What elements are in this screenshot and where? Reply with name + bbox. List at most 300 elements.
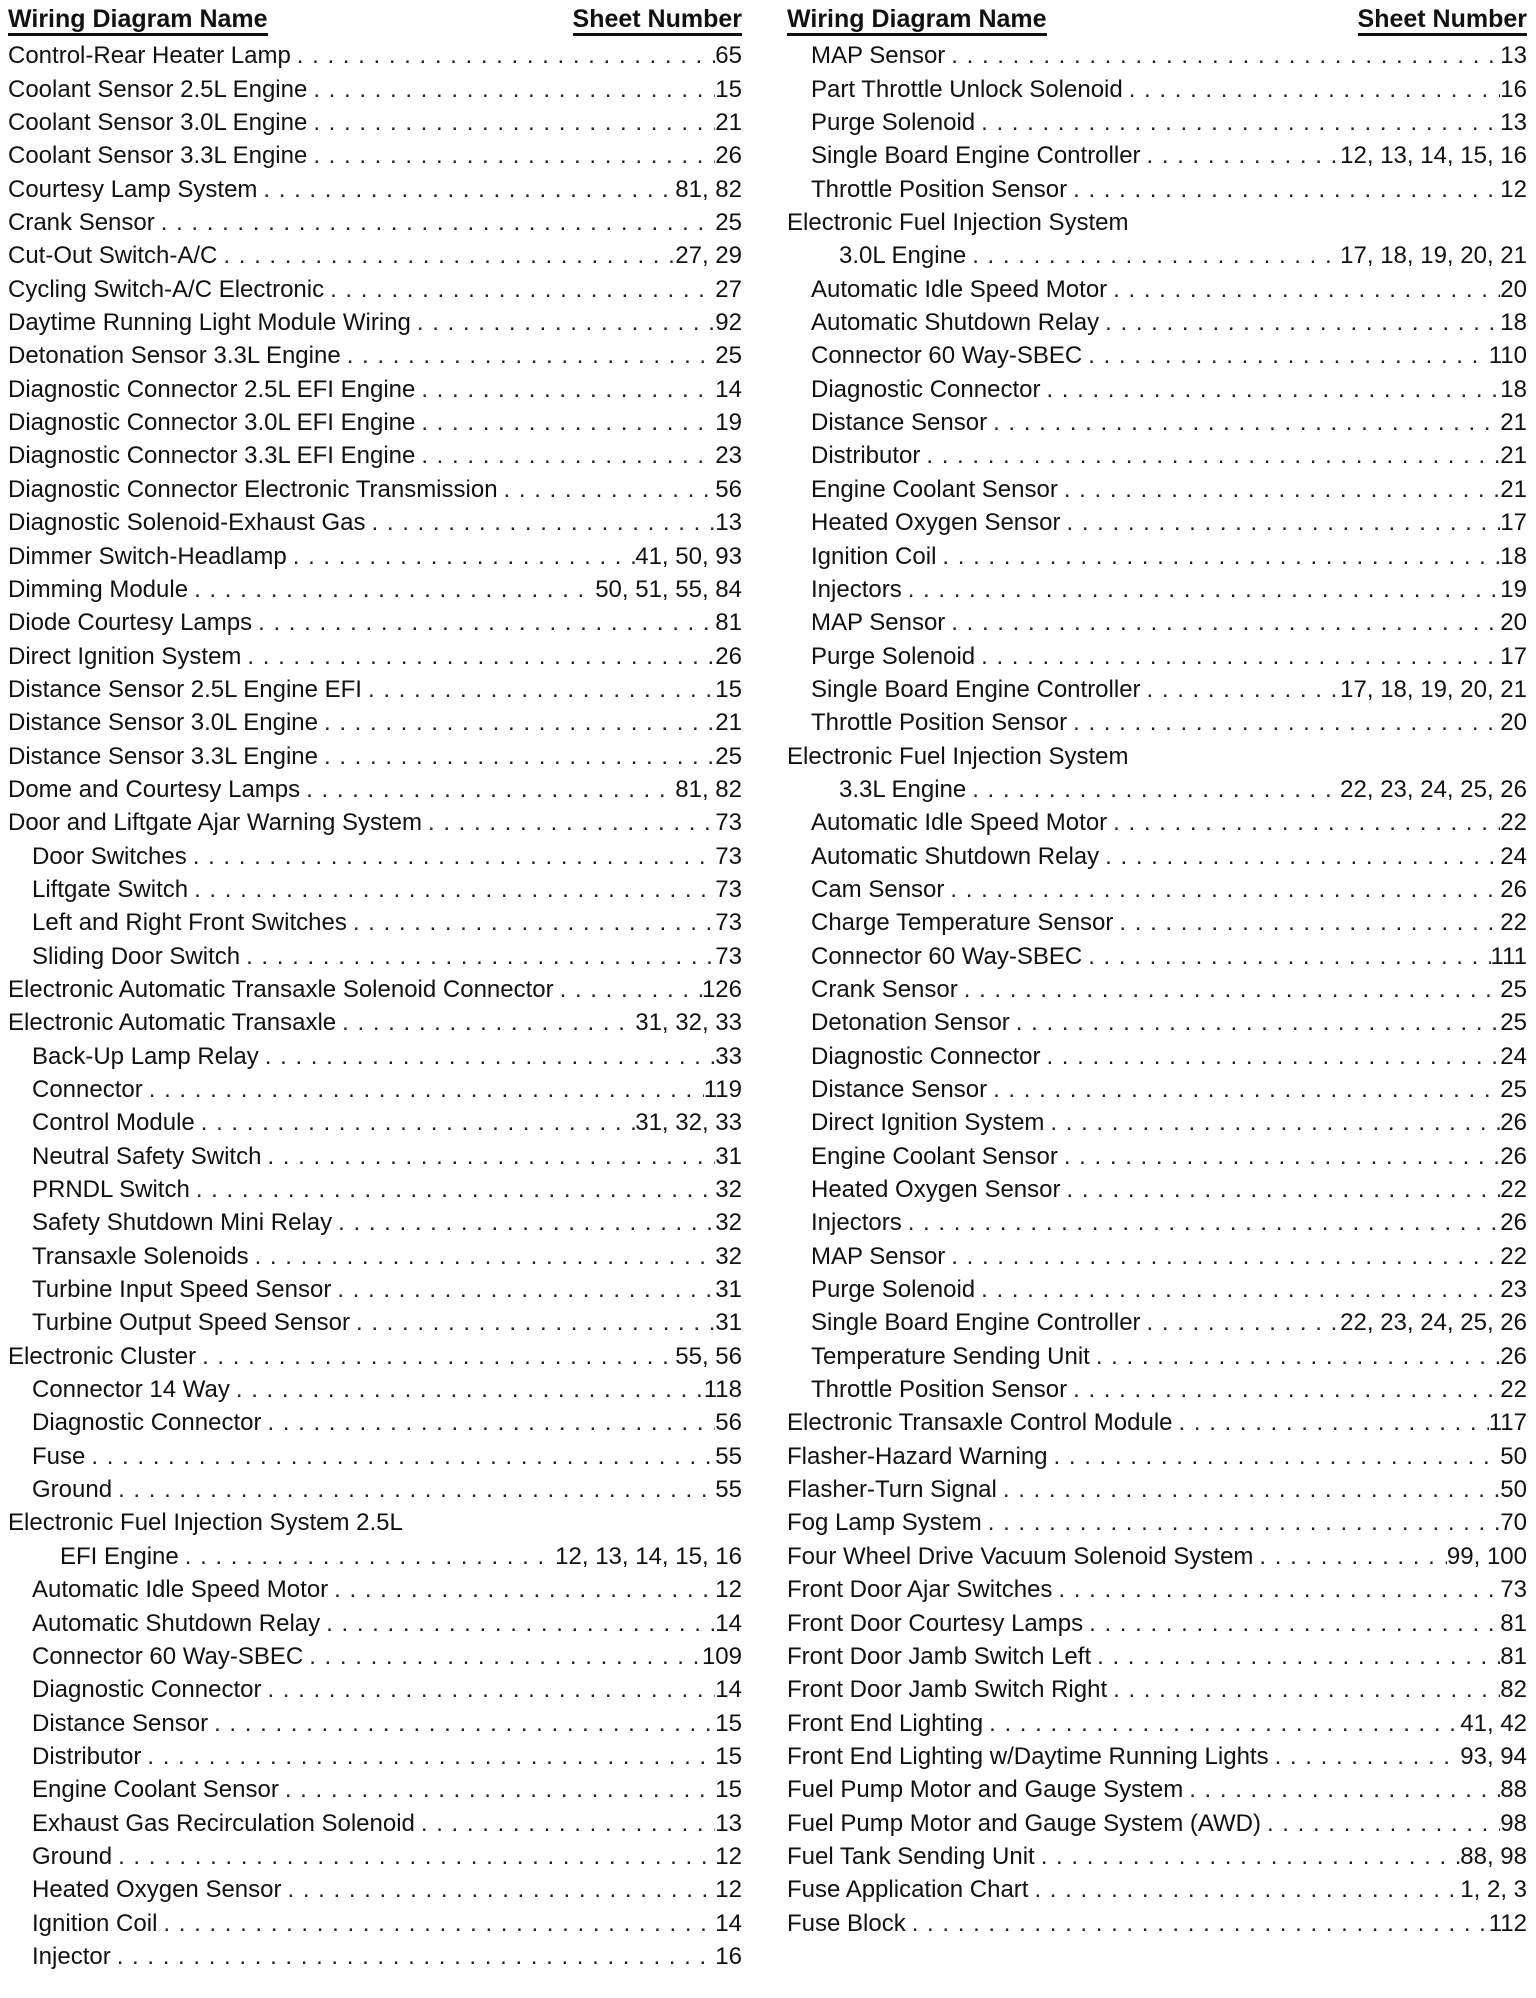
entry-sheet-number: 21 — [715, 709, 742, 737]
dot-leader — [1113, 1676, 1500, 1703]
index-entry — [8, 1303, 742, 1336]
dot-leader — [196, 1176, 715, 1203]
dot-leader — [560, 976, 702, 1003]
entry-name: Diagnostic Solenoid-Exhaust Gas — [8, 509, 366, 537]
entry-name: Electronic Fuel Injection System 2.5L — [8, 1509, 403, 1537]
entry-name: Back-Up Lamp Relay — [32, 1042, 259, 1070]
entry-name: Neutral Safety Switch — [32, 1142, 262, 1170]
index-entry — [787, 503, 1527, 536]
index-entry — [787, 1837, 1527, 1870]
entry-sheet-number: 22 — [1500, 1242, 1527, 1270]
dot-leader — [912, 1910, 1489, 1937]
entry-name: Door Switches — [32, 842, 187, 870]
index-entry — [8, 803, 742, 836]
entry-sheet-number: 19 — [1500, 575, 1527, 603]
entry-name: Connector 60 Way-SBEC — [811, 342, 1083, 370]
index-column-right — [787, 2, 1527, 1937]
entry-sheet-number: 109 — [701, 1642, 742, 1670]
dot-leader — [1096, 1343, 1500, 1370]
entry-name: Dimming Module — [8, 575, 189, 603]
entry-name: Injectors — [811, 575, 902, 603]
entry-sheet-number: 25 — [1500, 1076, 1527, 1103]
entry-name: Direct Ignition System — [811, 1109, 1045, 1137]
entry-sheet-number: 73 — [715, 942, 742, 970]
index-entry — [787, 1070, 1527, 1103]
index-entry — [8, 69, 742, 102]
index-entry — [8, 1837, 742, 1870]
dot-leader — [1259, 1543, 1447, 1570]
dot-leader — [989, 1710, 1460, 1737]
entry-sheet-number: 126 — [701, 975, 742, 1003]
entry-name: Single Board Engine Controller — [811, 142, 1141, 170]
dot-leader — [297, 42, 716, 69]
entry-name: Flasher-Hazard Warning — [787, 1442, 1048, 1470]
dot-leader — [1046, 1043, 1500, 1070]
entry-sheet-number: 20 — [1500, 709, 1527, 737]
entry-name: Turbine Output Speed Sensor — [32, 1309, 350, 1337]
index-entry — [787, 1870, 1527, 1903]
entry-sheet-number: 13 — [715, 509, 742, 537]
index-entry — [787, 1303, 1527, 1336]
wiring-diagram-name-heading: Wiring Diagram Name — [8, 6, 268, 36]
entry-name: Cut-Out Switch-A/C — [8, 242, 218, 270]
index-entry — [787, 1737, 1527, 1770]
entry-name: Safety Shutdown Mini Relay — [32, 1209, 333, 1237]
index-entry — [787, 1570, 1527, 1603]
entry-sheet-number: 22 — [1500, 909, 1527, 937]
index-entry — [8, 1003, 742, 1036]
entry-name: Connector 14 Way — [32, 1376, 230, 1404]
entry-name: Connector 60 Way-SBEC — [811, 942, 1083, 970]
entry-name: Electronic Transaxle Control Module — [787, 1409, 1173, 1437]
dot-leader — [194, 876, 715, 903]
entry-name: Control Module — [32, 1109, 195, 1137]
entry-name: Detonation Sensor — [811, 1009, 1010, 1037]
entry-sheet-number: 33 — [715, 1042, 742, 1070]
entry-name: Automatic Idle Speed Motor — [32, 1576, 329, 1604]
entry-sheet-number: 111 — [1490, 942, 1527, 970]
dot-leader — [185, 1543, 555, 1570]
entry-name: Front Door Courtesy Lamps — [787, 1609, 1084, 1637]
index-entry — [787, 1536, 1527, 1569]
dot-leader — [1050, 1109, 1500, 1136]
entry-sheet-number: 22 — [1500, 1376, 1527, 1404]
dot-leader — [1073, 709, 1500, 736]
entry-name: Fuse Application Chart — [787, 1876, 1029, 1904]
dot-leader — [347, 342, 716, 369]
dot-leader — [421, 376, 715, 403]
entry-sheet-number: 26 — [715, 142, 742, 170]
entry-name: Part Throttle Unlock Solenoid — [811, 75, 1123, 103]
entry-name: Diagnostic Connector 3.0L EFI Engine — [8, 409, 416, 437]
entry-sheet-number: 56 — [715, 475, 742, 503]
dot-leader — [428, 809, 715, 836]
entry-name: Electronic Automatic Transaxle — [8, 1009, 337, 1037]
entry-sheet-number: 73 — [715, 842, 742, 870]
index-entry — [787, 103, 1527, 136]
dot-leader — [267, 1409, 715, 1436]
entry-name: Distance Sensor — [811, 409, 988, 437]
entry-name: Distance Sensor 3.3L Engine — [8, 742, 318, 770]
entry-sheet-number: 20 — [1500, 609, 1527, 637]
dot-leader — [1119, 909, 1500, 936]
entry-name: Front End Lighting — [787, 1709, 984, 1737]
dot-leader — [1066, 1176, 1500, 1203]
index-entry — [787, 1903, 1527, 1936]
entry-name: Diagnostic Connector — [811, 375, 1041, 403]
index-entry — [8, 1036, 742, 1069]
entry-sheet-number: 41, 42 — [1460, 1709, 1527, 1737]
dot-leader — [161, 209, 716, 236]
dot-leader — [981, 1276, 1500, 1303]
entry-name: Diagnostic Connector — [32, 1676, 262, 1704]
entry-name: 3.0L Engine — [839, 242, 967, 270]
dot-leader — [1147, 142, 1341, 169]
dot-leader — [951, 42, 1500, 69]
entry-sheet-number: 26 — [1500, 1209, 1527, 1237]
dot-leader — [421, 442, 715, 469]
entry-sheet-number: 16 — [715, 1942, 742, 1970]
wiring-diagram-name-heading: Wiring Diagram Name — [787, 6, 1047, 36]
entry-sheet-number: 13 — [1500, 109, 1527, 137]
entry-name: Detonation Sensor 3.3L Engine — [8, 342, 341, 370]
index-entry — [8, 269, 742, 302]
index-entry — [8, 436, 742, 469]
index-entry — [8, 169, 742, 202]
entry-name: Ignition Coil — [32, 1909, 158, 1937]
dot-leader — [417, 309, 715, 336]
entry-sheet-number: 31, 32, 33 — [635, 1009, 742, 1037]
entry-name: Automatic Shutdown Relay — [32, 1609, 321, 1637]
entry-sheet-number: 13 — [1500, 42, 1527, 70]
entry-name: Diagnostic Connector 2.5L EFI Engine — [8, 375, 416, 403]
entry-name: Diode Courtesy Lamps — [8, 609, 253, 637]
entry-sheet-number: 14 — [715, 1909, 742, 1937]
index-entry — [8, 1103, 742, 1136]
index-entry — [787, 1803, 1527, 1836]
index-entry — [8, 1870, 742, 1903]
dot-leader — [313, 142, 715, 169]
entry-name: Temperature Sending Unit — [811, 1342, 1090, 1370]
dot-leader — [1113, 276, 1500, 303]
entry-sheet-number: 21 — [715, 109, 742, 137]
entry-name: Front Door Jamb Switch Right — [787, 1676, 1108, 1704]
index-entry — [787, 169, 1527, 202]
entry-name: Injectors — [811, 1209, 902, 1237]
dot-leader — [118, 1843, 715, 1870]
entry-sheet-number: 27 — [715, 275, 742, 303]
entry-sheet-number: 14 — [715, 1676, 742, 1704]
dot-leader — [149, 1076, 704, 1103]
entry-name: Fuel Pump Motor and Gauge System — [787, 1776, 1184, 1804]
entry-sheet-number: 15 — [715, 1709, 742, 1737]
dot-leader — [972, 776, 1340, 803]
entry-sheet-number: 92 — [715, 309, 742, 337]
entry-name: Diagnostic Connector — [32, 1409, 262, 1437]
entry-sheet-number: 22 — [1500, 809, 1527, 837]
dot-leader — [981, 109, 1500, 136]
entry-name: Coolant Sensor 3.3L Engine — [8, 142, 308, 170]
entry-sheet-number: 99, 100 — [1446, 1542, 1527, 1570]
index-entry — [787, 1470, 1527, 1503]
dot-leader — [1064, 1143, 1500, 1170]
index-entry — [8, 1503, 742, 1536]
index-entry — [8, 1203, 742, 1236]
dot-leader — [330, 276, 715, 303]
dot-leader — [1105, 843, 1500, 870]
entry-sheet-number: 12, 13, 14, 15, 16 — [1340, 142, 1527, 170]
dot-leader — [263, 176, 675, 203]
index-entry — [787, 136, 1527, 169]
entry-name: Purge Solenoid — [811, 642, 976, 670]
entry-name: Liftgate Switch — [32, 875, 189, 903]
dot-leader — [324, 743, 715, 770]
entry-sheet-number: 50, 51, 55, 84 — [595, 575, 742, 603]
entry-sheet-number: 73 — [715, 809, 742, 837]
dot-leader — [981, 643, 1500, 670]
entry-name: Flasher-Turn Signal — [787, 1476, 997, 1504]
entry-name: Coolant Sensor 3.0L Engine — [8, 109, 308, 137]
entry-sheet-number: 110 — [1488, 342, 1527, 370]
index-entry — [8, 503, 742, 536]
entry-sheet-number: 17, 18, 19, 20, 21 — [1340, 242, 1527, 270]
entry-sheet-number: 15 — [715, 1742, 742, 1770]
entry-sheet-number: 24 — [1500, 1042, 1527, 1070]
dot-leader — [421, 409, 715, 436]
index-entry — [787, 1336, 1527, 1369]
column-header — [787, 2, 1527, 36]
entry-name: Sliding Door Switch — [32, 942, 241, 970]
entry-sheet-number: 73 — [715, 875, 742, 903]
index-entry — [787, 1036, 1527, 1069]
entry-sheet-number: 70 — [1500, 1509, 1527, 1537]
entry-name: MAP Sensor — [811, 1242, 946, 1270]
index-entry — [8, 336, 742, 369]
index-entry — [787, 1270, 1527, 1303]
index-entry — [8, 236, 742, 269]
dot-leader — [1179, 1409, 1489, 1436]
dot-leader — [163, 1910, 715, 1937]
dot-leader — [1064, 476, 1500, 503]
index-entry — [787, 970, 1527, 1003]
entry-name: 3.3L Engine — [839, 775, 967, 803]
index-entry — [787, 636, 1527, 669]
index-entry — [8, 1570, 742, 1603]
entry-sheet-number: 73 — [715, 909, 742, 937]
dot-leader — [951, 609, 1500, 636]
entry-name: Fuel Pump Motor and Gauge System (AWD) — [787, 1809, 1261, 1837]
dot-leader — [1073, 1376, 1500, 1403]
entry-sheet-number: 14 — [715, 375, 742, 403]
dot-leader — [194, 576, 595, 603]
entry-name: Cam Sensor — [811, 875, 945, 903]
entry-name: Fuel Tank Sending Unit — [787, 1842, 1035, 1870]
dot-leader — [236, 1376, 704, 1403]
index-entry — [8, 369, 742, 402]
index-entry — [8, 903, 742, 936]
index-entry — [787, 403, 1527, 436]
index-entry — [787, 1503, 1527, 1536]
entry-name: Left and Right Front Switches — [32, 909, 347, 937]
index-entry — [787, 903, 1527, 936]
dot-leader — [201, 1109, 635, 1136]
entry-name: Electronic Fuel Injection System — [787, 209, 1129, 237]
dot-leader — [1073, 176, 1500, 203]
index-entry — [8, 103, 742, 136]
index-entry — [787, 536, 1527, 569]
index-entry — [8, 836, 742, 869]
index-entry — [8, 1536, 742, 1569]
index-entry — [787, 1603, 1527, 1636]
index-entry — [8, 1236, 742, 1269]
index-entry — [8, 1903, 742, 1936]
entry-sheet-number: 18 — [1500, 309, 1527, 337]
entry-sheet-number: 55 — [715, 1442, 742, 1470]
dot-leader — [972, 242, 1340, 269]
dot-leader — [356, 1309, 715, 1336]
index-entry — [8, 1403, 742, 1436]
index-entry — [787, 1236, 1527, 1269]
sheet-number-heading: Sheet Number — [573, 6, 742, 36]
index-entry — [787, 1436, 1527, 1469]
entry-name: Diagnostic Connector 3.3L EFI Engine — [8, 442, 416, 470]
entry-name: Distributor — [32, 1742, 142, 1770]
entry-name: Heated Oxygen Sensor — [32, 1876, 282, 1904]
entry-sheet-number: 32 — [715, 1176, 742, 1204]
entry-sheet-number: 118 — [703, 1376, 742, 1404]
index-entry — [8, 736, 742, 769]
entry-sheet-number: 26 — [1500, 1109, 1527, 1137]
entry-name: Ground — [32, 1476, 113, 1504]
entry-sheet-number: 22 — [1500, 1176, 1527, 1204]
entry-sheet-number: 22, 23, 24, 25, 26 — [1340, 775, 1527, 803]
index-entry — [787, 1403, 1527, 1436]
entry-name: Diagnostic Connector Electronic Transmission — [8, 475, 498, 503]
index-entry — [787, 1170, 1527, 1203]
dot-leader — [1189, 1776, 1500, 1803]
dot-leader — [338, 1209, 715, 1236]
dot-leader — [91, 1443, 715, 1470]
entry-sheet-number: 12 — [1500, 175, 1527, 203]
dot-leader — [964, 976, 1501, 1003]
index-entry — [8, 936, 742, 969]
index-entry — [787, 236, 1527, 269]
entry-sheet-number: 88, 98 — [1460, 1842, 1527, 1870]
dot-leader — [421, 1810, 715, 1837]
entry-sheet-number: 12 — [715, 1576, 742, 1604]
entry-sheet-number: 81 — [1500, 1609, 1527, 1637]
entry-name: Dome and Courtesy Lamps — [8, 775, 301, 803]
entry-sheet-number: 12 — [715, 1842, 742, 1870]
dot-leader — [265, 1043, 716, 1070]
index-entry — [8, 1170, 742, 1203]
entry-sheet-number: 41, 50, 93 — [635, 542, 742, 570]
index-entry — [787, 1770, 1527, 1803]
entry-name: Injector — [32, 1942, 111, 1970]
dot-leader — [1088, 342, 1489, 369]
entry-name: Distance Sensor — [811, 1076, 988, 1103]
index-entry — [787, 1003, 1527, 1036]
index-entry — [8, 1937, 742, 1970]
dot-leader — [247, 643, 715, 670]
entry-sheet-number: 1, 2, 3 — [1460, 1876, 1527, 1904]
index-entry — [787, 703, 1527, 736]
index-entry — [787, 69, 1527, 102]
index-entry — [8, 636, 742, 669]
entry-sheet-number: 81, 82 — [675, 775, 742, 803]
index-entry — [787, 336, 1527, 369]
index-entry — [8, 770, 742, 803]
sheet-number-heading: Sheet Number — [1358, 6, 1527, 36]
dot-leader — [908, 576, 1501, 603]
dot-leader — [1034, 1876, 1460, 1903]
entry-sheet-number: 31 — [715, 1142, 742, 1170]
index-entry — [787, 1637, 1527, 1670]
entry-sheet-number: 55 — [715, 1476, 742, 1504]
index-entry — [787, 1203, 1527, 1236]
entry-name: Heated Oxygen Sensor — [811, 509, 1061, 537]
index-entry — [787, 1670, 1527, 1703]
entry-sheet-number: 98 — [1500, 1809, 1527, 1837]
dot-leader — [1088, 943, 1490, 970]
entry-name: EFI Engine — [60, 1542, 179, 1570]
entry-name: Front Door Ajar Switches — [787, 1576, 1053, 1604]
entry-name: Connector 60 Way-SBEC — [32, 1642, 304, 1670]
dot-leader — [309, 1643, 702, 1670]
entry-name: Purge Solenoid — [811, 109, 976, 137]
dot-leader — [1058, 1576, 1500, 1603]
entry-sheet-number: 32 — [715, 1209, 742, 1237]
index-entry — [8, 1470, 742, 1503]
entry-sheet-number: 25 — [1500, 975, 1527, 1003]
entry-sheet-number: 82 — [1500, 1676, 1527, 1704]
entry-sheet-number: 73 — [1500, 1576, 1527, 1604]
entry-name: Dimmer Switch-Headlamp — [8, 542, 287, 570]
dot-leader — [223, 242, 675, 269]
dot-leader — [1147, 1309, 1341, 1336]
dot-leader — [246, 943, 715, 970]
entry-name: Coolant Sensor 2.5L Engine — [8, 75, 308, 103]
index-entry — [8, 403, 742, 436]
index-entry — [787, 570, 1527, 603]
entry-sheet-number: 117 — [1488, 1409, 1527, 1437]
index-entry — [8, 1136, 742, 1169]
index-entries — [787, 36, 1527, 1937]
entry-name: Diagnostic Connector — [811, 1042, 1041, 1070]
entry-name: Distance Sensor 3.0L Engine — [8, 709, 318, 737]
dot-leader — [1147, 676, 1341, 703]
dot-leader — [293, 543, 636, 570]
entry-name: Engine Coolant Sensor — [32, 1776, 279, 1804]
entry-sheet-number: 12, 13, 14, 15, 16 — [555, 1542, 742, 1570]
index-entry — [787, 469, 1527, 502]
dot-leader — [926, 442, 1500, 469]
entry-name: Crank Sensor — [811, 975, 958, 1003]
entry-sheet-number: 23 — [715, 442, 742, 470]
index-entry — [787, 369, 1527, 402]
entry-name: Throttle Position Sensor — [811, 175, 1068, 203]
entry-sheet-number: 24 — [1500, 842, 1527, 870]
entry-name: Purge Solenoid — [811, 1276, 976, 1304]
entry-name: Automatic Idle Speed Motor — [811, 809, 1108, 837]
index-entry — [8, 1070, 742, 1103]
dot-leader — [255, 1243, 716, 1270]
dot-leader — [1267, 1810, 1500, 1837]
index-entry — [8, 1670, 742, 1703]
dot-leader — [372, 509, 716, 536]
index-entry — [787, 1136, 1527, 1169]
entry-sheet-number: 14 — [715, 1609, 742, 1637]
